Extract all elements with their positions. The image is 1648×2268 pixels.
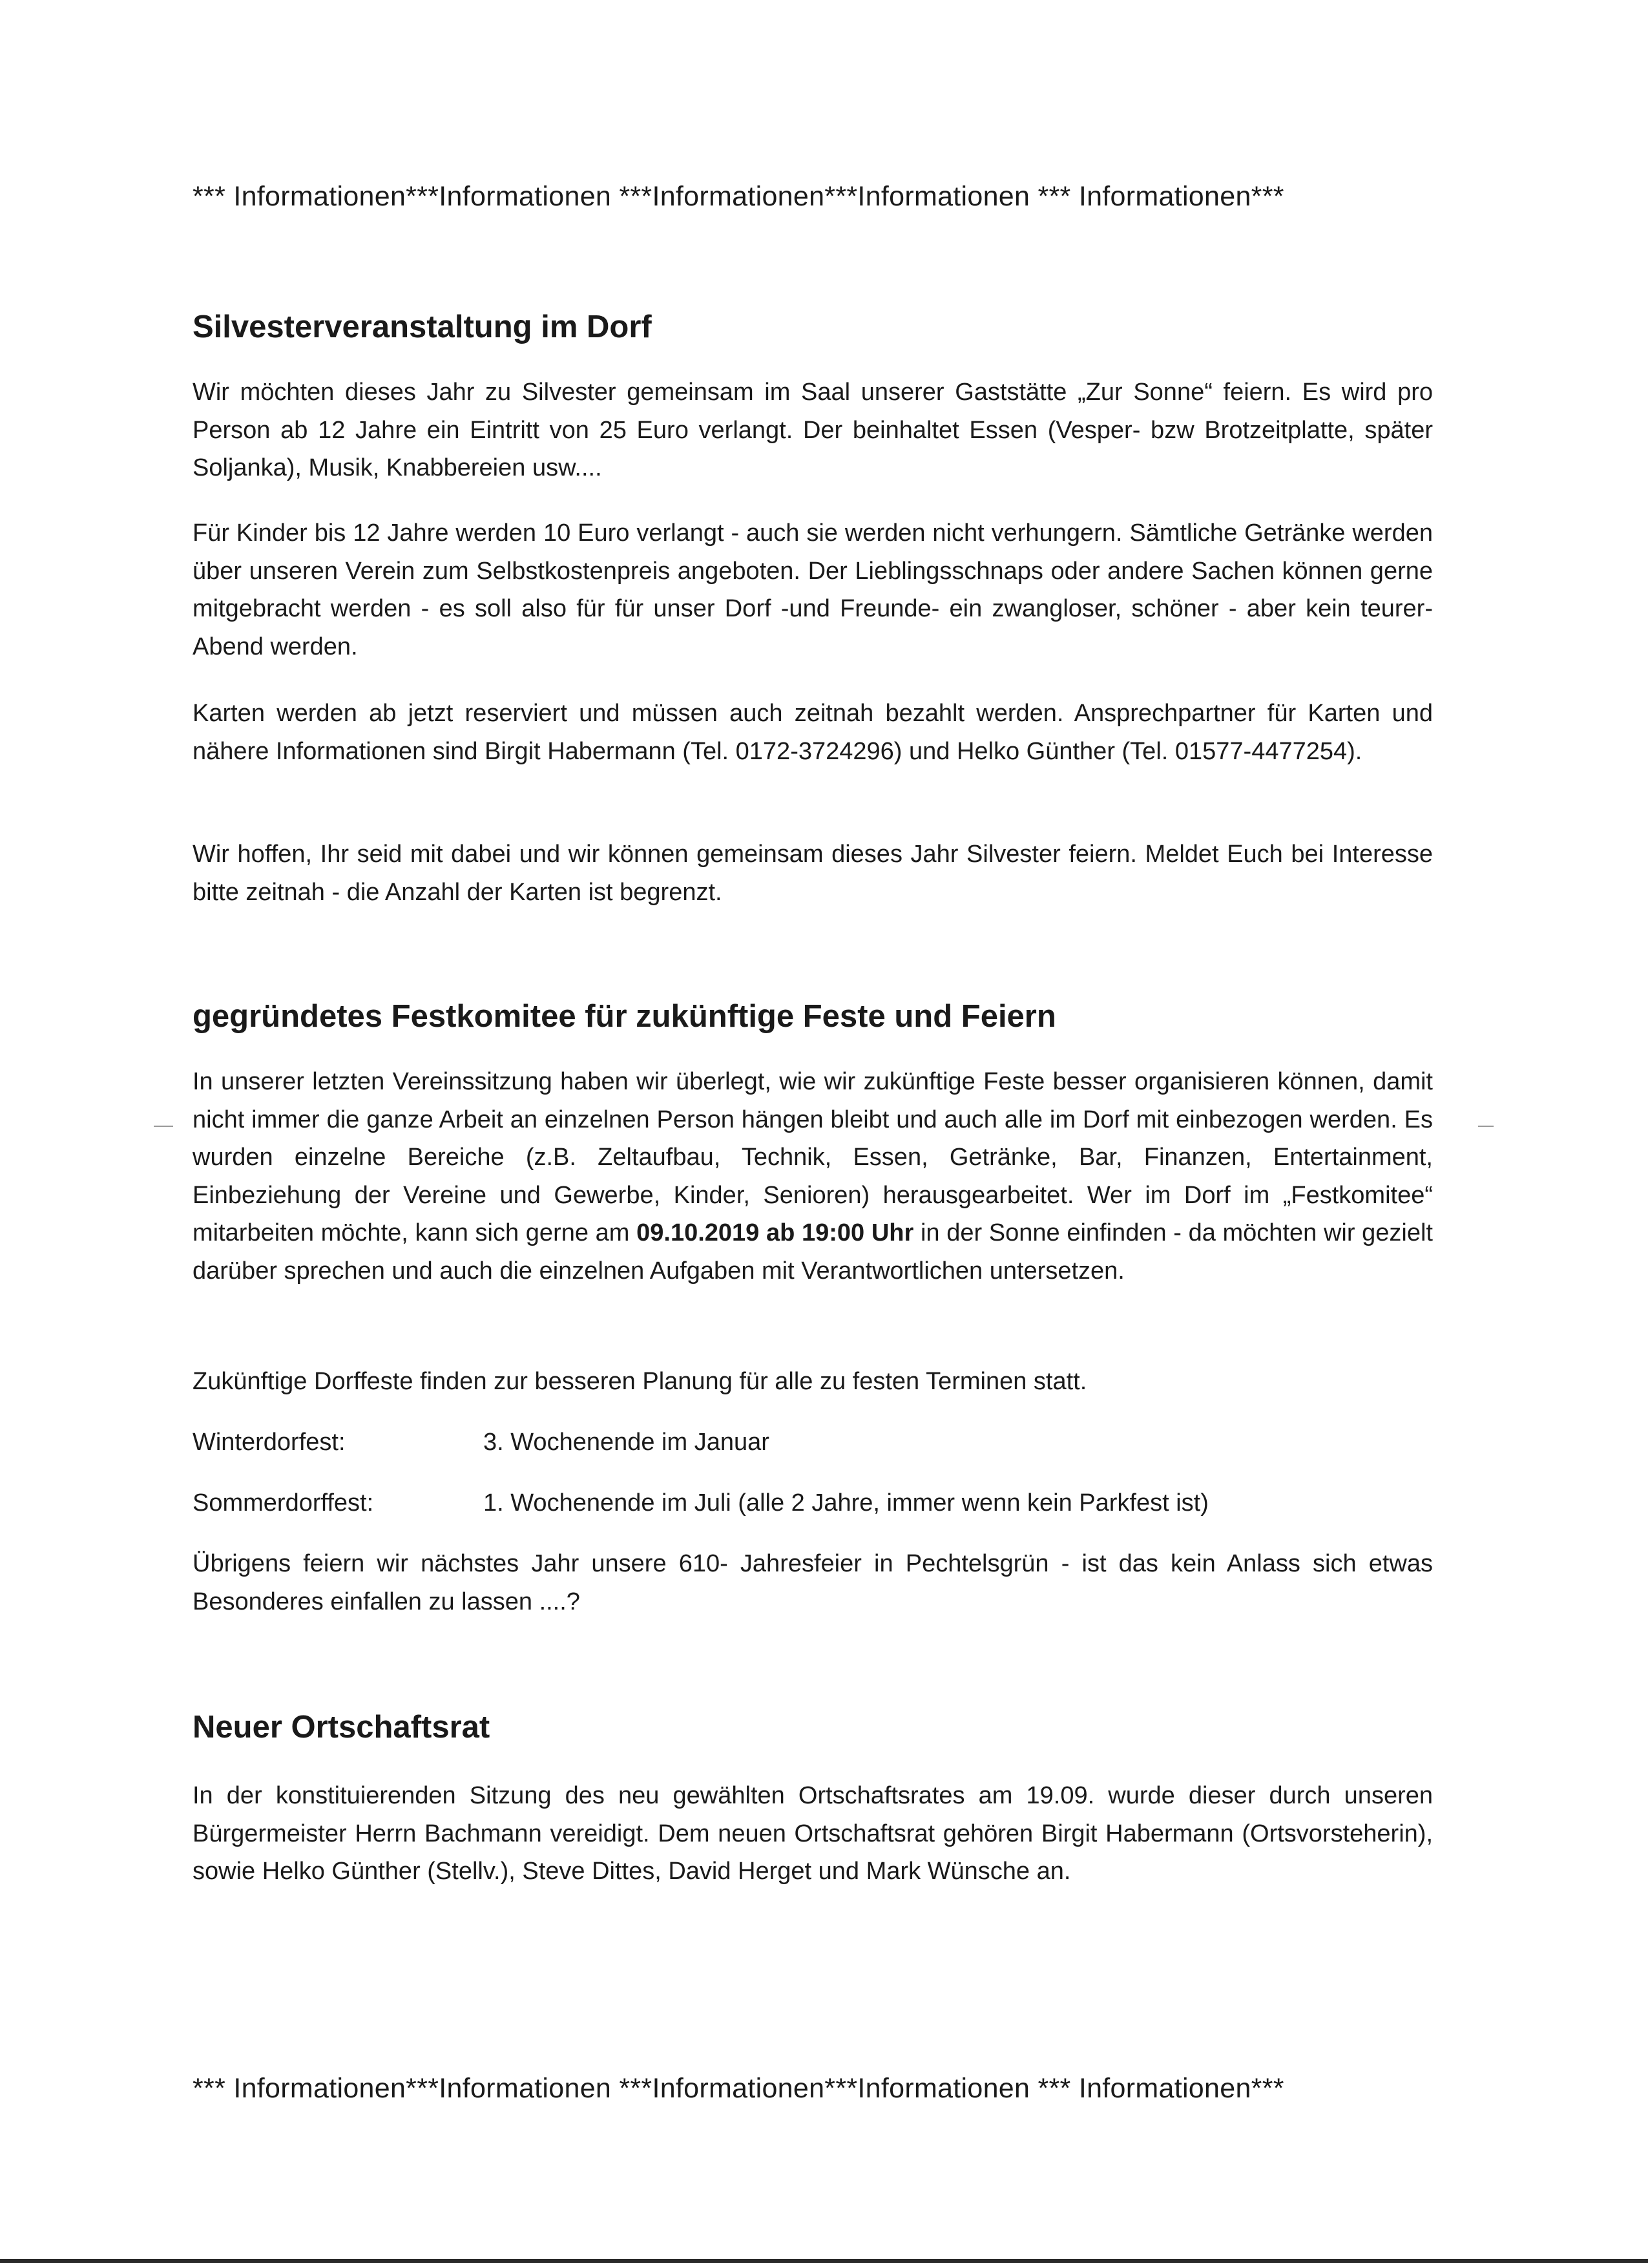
paragraph-silvester-intro: Wir möchten dieses Jahr zu Silvester gemeinsam im Saal unserer Gaststätte „Zur Sonne“ feiern. Es wird pro Person ab 12 Jahre ein Eintritt von 25 Euro verlangt. Der beinhaltet Essen (Vesper- bzw Brotzeitplatte, später Soljanka), Musik, Knabbereien usw.... xyxy=(193,379,1433,481)
info-banner-bottom: *** Informationen***Informationen ***Informationen***Informationen *** Informationen*** xyxy=(193,2073,1284,2104)
paragraph-festkomitee-text-2: in der Sonne einfinden - da möchten wir gezielt darüber sprechen und auch die einzelnen Aufgaben mit Verantwortlichen untersetzen. xyxy=(193,1219,1433,1285)
scan-mark-left xyxy=(154,1126,173,1127)
paragraph-silvester-hoffen: Wir hoffen, Ihr seid mit dabei und wir können gemeinsam dieses Jahr Silvester feiern. Meldet Euch bei Interesse bitte zeitnah - die Anzahl der Karten ist begrenzt. xyxy=(193,841,1433,906)
meeting-date: 09.10.2019 ab 19:00 Uhr xyxy=(636,1219,914,1246)
termin-value: 1. Wochenende im Juli (alle 2 Jahre, immer wenn kein Parkfest ist) xyxy=(483,1489,1209,1517)
termin-row-winter xyxy=(193,1423,769,1461)
section-heading-ortschaftsrat: Neuer Ortschaftsrat xyxy=(193,1710,490,1745)
section-heading-festkomitee: gegründetes Festkomitee für zukünftige Feste und Feiern xyxy=(193,999,1056,1034)
paragraph-ortschaftsrat: In der konstituierenden Sitzung des neu gewählten Ortschaftsrates am 19.09. wurde dieser durch unseren Bürgermeister Herrn Bachmann vereidigt. Dem neuen Ortschaftsrat gehören Birgit Habermann (Ortsvorsteherin), sowie Helko Günther (Stellv.), Steve Dittes, David Herget und Mark Wünsche an. xyxy=(193,1782,1433,1885)
paragraph-dorffeste-termine: Zukünftige Dorffeste finden zur besseren Planung für alle zu festen Terminen statt. xyxy=(193,1368,1087,1395)
paragraph-jahresfeier: Übrigens feiern wir nächstes Jahr unsere 610- Jahresfeier in Pechtelsgrün - ist das kein Anlass sich etwas Besonderes einfallen zu lassen ....? xyxy=(193,1550,1433,1615)
paragraph-festkomitee-intro xyxy=(193,1063,1433,1290)
termin-label: Winterdorfest: xyxy=(193,1429,346,1456)
info-banner-top: *** Informationen***Informationen ***Informationen***Informationen *** Informationen*** xyxy=(193,181,1284,212)
termin-value: 3. Wochenende im Januar xyxy=(483,1429,769,1456)
scan-mark-right xyxy=(1478,1126,1494,1127)
section-heading-silvester: Silvesterveranstaltung im Dorf xyxy=(193,310,652,344)
termin-row-sommer xyxy=(193,1484,1209,1522)
paragraph-festkomitee-text-1: In unserer letzten Vereinssitzung haben wir überlegt, wie wir zukünftige Feste besser organisieren können, damit nicht immer die ganze Arbeit an einzelnen Person hängen bleibt und auch alle im Dorf mit einbezogen werden. Es wurden einzelne Bereiche (z.B. Zeltaufbau, Technik, Essen, Getränke, Bar, Finanzen, Entertainment, Einbeziehung der Vereine und Gewerbe, Kinder, Senioren) herausgearbeitet. Wer im Dorf im „Festkomitee“ mitarbeiten möchte, kann sich gerne am xyxy=(193,1068,1433,1246)
paragraph-silvester-karten: Karten werden ab jetzt reserviert und müssen auch zeitnah bezahlt werden. Ansprechpartner für Karten und nähere Informationen sind Birgit Habermann (Tel. 0172-3724296) und Helko Günther (Tel. 01577-4477254). xyxy=(193,700,1433,765)
termin-label: Sommerdorffest: xyxy=(193,1489,374,1517)
paragraph-silvester-kinder: Für Kinder bis 12 Jahre werden 10 Euro verlangt - auch sie werden nicht verhungern. Sämtliche Getränke werden über unseren Verein zum Selbstkostenpreis angeboten. Der Lieblingsschnaps oder andere Sachen können gerne mitgebracht werden - es soll also für für unser Dorf -und Freunde- ein zwangloser, schöner - aber kein teurer- Abend werden. xyxy=(193,520,1433,660)
scan-edge-line xyxy=(0,2259,1648,2263)
